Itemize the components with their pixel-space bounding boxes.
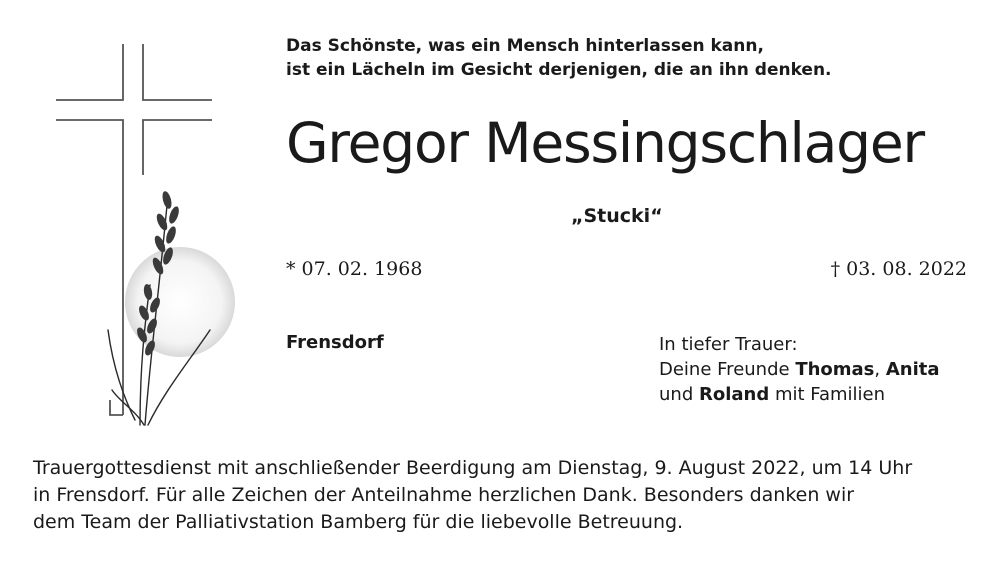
mourner-name-roland: Roland [698,384,770,405]
quote-line-2: ist ein Lächeln im Gesicht derjenigen, die an ihn denken. [286,60,832,80]
mourners-line3-prefix: und [659,384,699,405]
mourners-line3-suffix: mit Familien [769,384,886,405]
mourners-line-2 [659,357,979,382]
mourners-intro: In tiefer Trauer: [659,334,798,355]
mourners-line-3 [659,382,979,407]
mourner-name-thomas: Thomas [795,359,875,380]
quote-line-1: Das Schönste, was ein Mensch hinterlassen kann, [286,36,764,56]
funeral-details-line-3: dem Team der Palliativstation Bamberg für die liebevolle Betreuung. [33,511,684,533]
funeral-details-line-2: in Frensdorf. Für alle Zeichen der Anteilnahme herzlichen Dank. Besonders danken wir [33,484,855,506]
birth-date: * 07. 02. 1968 [286,258,423,280]
death-date: † 03. 08. 2022 [830,258,967,280]
deceased-name: Gregor Messingschlager [286,111,924,175]
memorial-quote [286,34,846,82]
cross-with-wheat-icon [40,30,260,450]
mourners-block [659,332,979,407]
mourners-separator: , [874,359,886,380]
deceased-nickname: „Stucki“ [571,205,663,227]
funeral-details-line-1: Trauergottesdienst mit anschließender Beerdigung am Dienstag, 9. August 2022, um 14 Uhr [33,457,913,479]
mourners-prefix: Deine Freunde [659,359,796,380]
funeral-details [33,455,983,536]
hometown: Frensdorf [286,332,384,353]
mourner-name-anita: Anita [885,359,940,380]
